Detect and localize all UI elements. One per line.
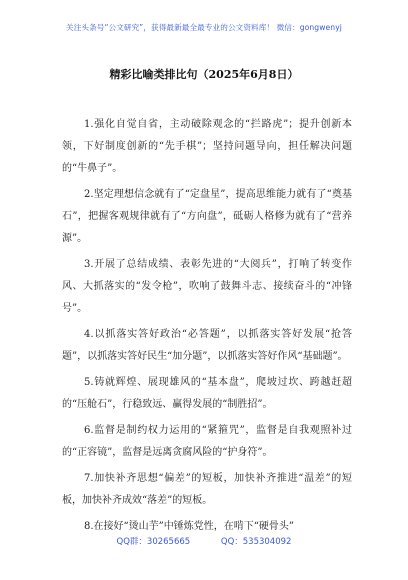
paragraph: 1.强化自觉自省，主动破除观念的“拦路虎”；提升创新本领，下好制度创新的“先手棋”；坚持问题导向，担任解决问题的“牛鼻子”。 [62,119,352,174]
paragraph: 2.坚定理想信念就有了“定盘星”，提高思维能力就有了“奠基石”，把握客观规律就有了“方向盘”，砥砺人格修为就有了“营养源”。 [62,189,352,244]
paragraph: 5.铸就辉煌、展现雄风的“基本盘”，爬坡过坎、跨越赶超的“压舱石”，行稳致远、赢得发展的“制胜招”。 [62,377,352,410]
page-title: 精彩比喻类排比句（2025年6月8日） [109,68,299,81]
paragraph: 4.以抓落实答好政治“必答题”，以抓落实答好发展“抢答题”，以抓落实答好民生“加分题”，以抓落实答好作风“基础题”。 [62,329,352,362]
document-body [62,114,352,542]
qq-number-text: QQ：535304092 [220,537,292,547]
footer-contact [0,535,408,547]
paragraph: 8.在接好“烫山芋”中锤炼党性，在啃下“硬骨头” [84,521,294,532]
header-banner: 关注头条号“公文研究”，获得最新最全最专业的公文资料库！ 微信：gongwenyj [66,23,342,32]
paragraph: 6.监督是制约权力运用的“紧箍咒”，监督是自我观照补过的“正容镜”，监督是远离贪腐风险的“护身符”。 [62,425,352,458]
qq-group-text: QQ群：30265665 [116,537,191,547]
paragraph: 3.开展了总结成绩、表彰先进的“大阅兵”，打响了转变作风、大抓落实的“发令枪”，吹响了鼓舞斗志、接续奋斗的“冲锋号”。 [62,259,352,314]
paragraph: 7.加快补齐思想“偏差”的短板，加快补齐推进“温差”的短板，加快补齐成效“落差”的短板。 [62,473,352,506]
